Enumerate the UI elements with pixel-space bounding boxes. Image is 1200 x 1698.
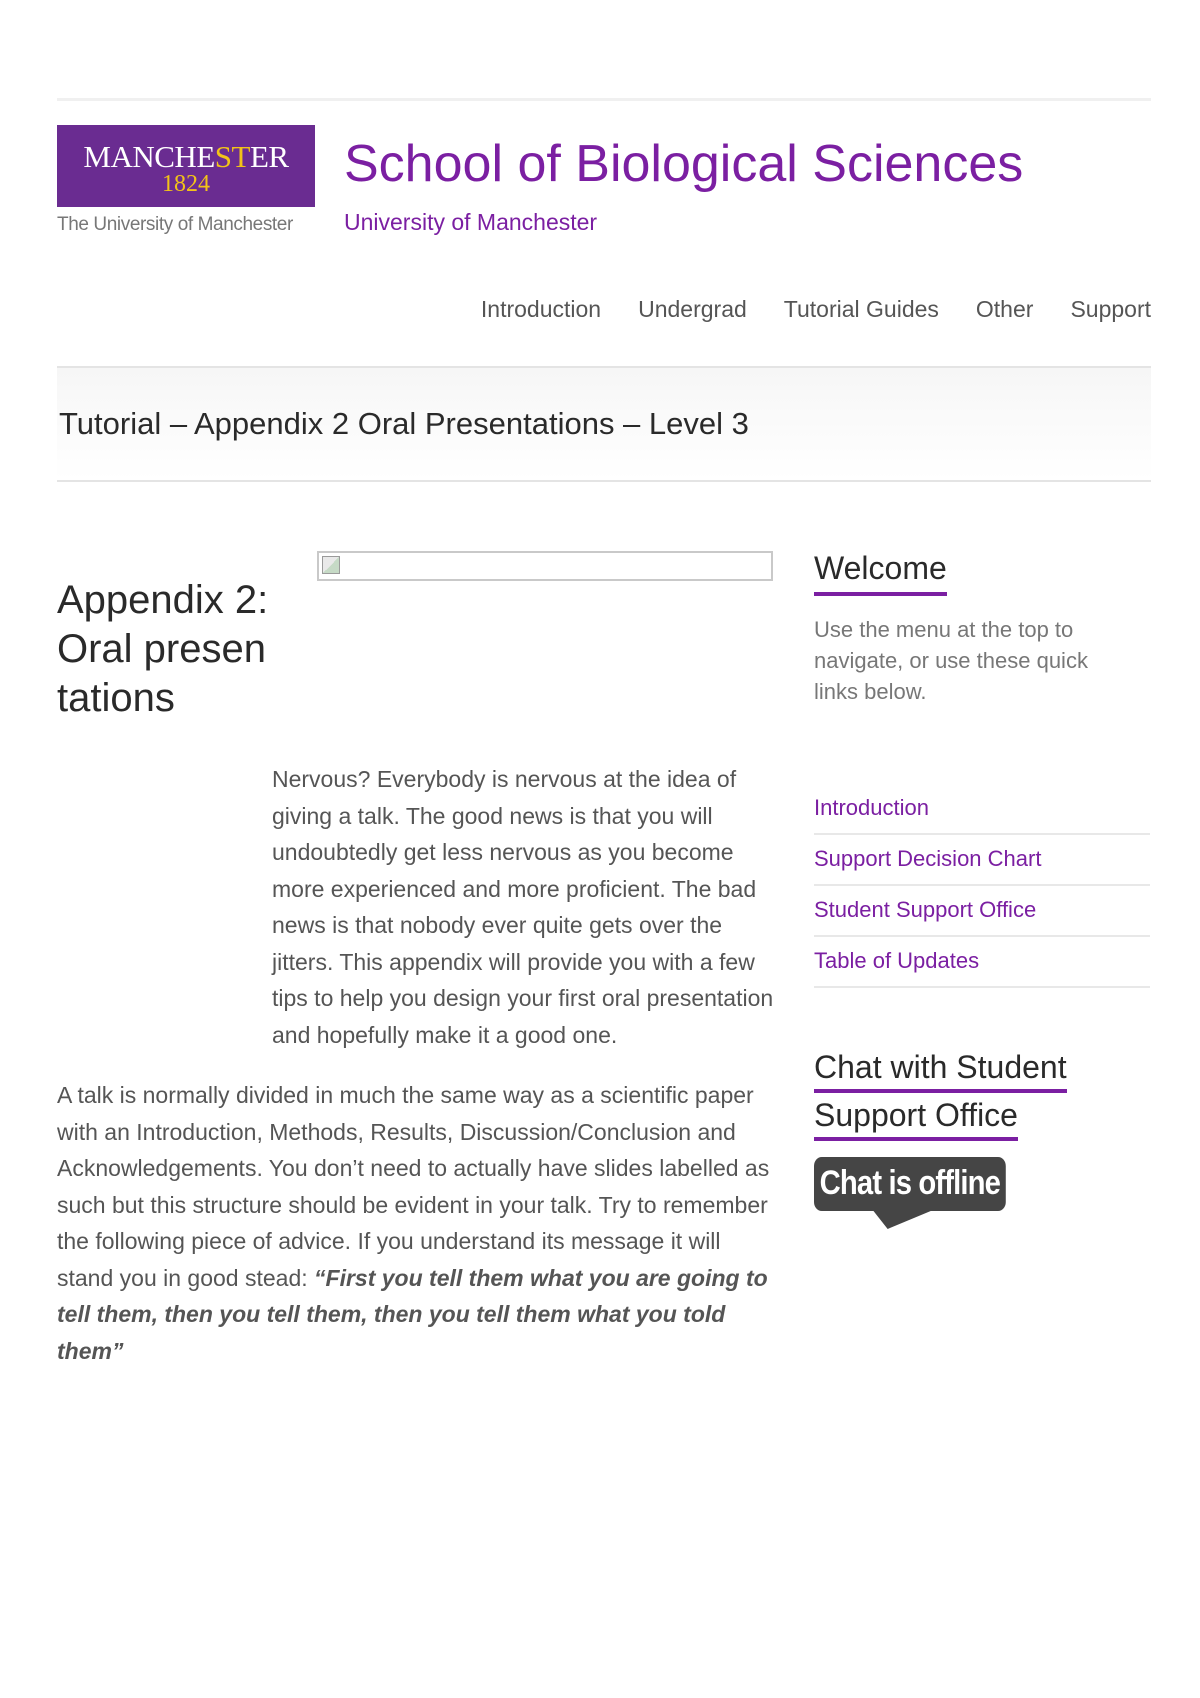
site-title[interactable]: School of Biological Sciences [344,135,1024,193]
chat-title [814,1045,1114,1141]
university-logo[interactable] [57,125,317,236]
chat-status-label: Chat is offline [814,1157,1006,1211]
page-title-band [57,366,1151,482]
quick-links [814,795,1150,988]
header-top-rule [57,98,1151,101]
chat-status-button[interactable] [814,1157,1006,1231]
logo-year: 1824 [162,171,210,197]
structure-paragraph [57,1077,777,1369]
welcome-text: Use the menu at the top to navigate, or use these quick links below. [814,617,1088,704]
nav-other[interactable]: Other [975,296,1034,322]
main-nav [481,296,1151,323]
broken-image-icon [322,556,340,574]
nav-introduction[interactable]: Introduction [480,296,602,322]
quick-link-introduction[interactable]: Introduction [814,795,1150,835]
quick-link-student-support-office[interactable]: Student Support Office [814,886,1150,937]
quick-link-support-decision-chart[interactable]: Support Decision Chart [814,835,1150,886]
logo-subtitle: The University of Manchester [57,214,293,235]
site-tagline: University of Manchester [344,209,598,235]
logo-wordmark: MANCHESTER [83,139,289,174]
page-title: Tutorial – Appendix 2 Oral Presentations – Level 3 [59,406,749,441]
advice-quote: “First you tell them what you are going to tell them, then you tell them, then you tell them what you told them” [57,1264,768,1364]
intro-paragraph [57,761,777,1053]
logo-badge [57,125,315,207]
broken-image [317,551,773,581]
intro-paragraph-text: Nervous? Everybody is nervous at the idea of giving a talk. The good news is that you will undoubtedly get less nervous as you become more experienced and more proficient. The bad news is that nobody ever quite gets over the jitters. This appendix will provide you with a few tips to help you design your first oral presentation and hopefully make it a good one. [272,766,774,1048]
chat-title-line-1: Chat with Student [814,1045,1067,1093]
sidebar [814,548,1150,1231]
nav-support[interactable]: Support [1070,296,1151,322]
quick-link-table-of-updates[interactable]: Table of Updates [814,937,1150,988]
chat-title-line-2: Support Office [814,1093,1018,1141]
content-heading: Appendix 2: Oral presentations [57,578,269,720]
main-content [57,550,777,1369]
nav-tutorial-guides[interactable]: Tutorial Guides [783,296,939,322]
nav-undergrad[interactable]: Undergrad [638,296,747,322]
welcome-title: Welcome [814,548,947,596]
structure-paragraph-text: A talk is normally divided in much the same way as a scientific paper with an Introduction, Methods, Results, Discussion/Conclusion and Acknowledgements. You don’t need to actually have slides labelled as such but this structure should be evident in your talk. Try to remember the following piece of advice. If you understand its message it will stand you in good stead: [57,1082,770,1291]
image-float-spacer [57,761,272,1051]
